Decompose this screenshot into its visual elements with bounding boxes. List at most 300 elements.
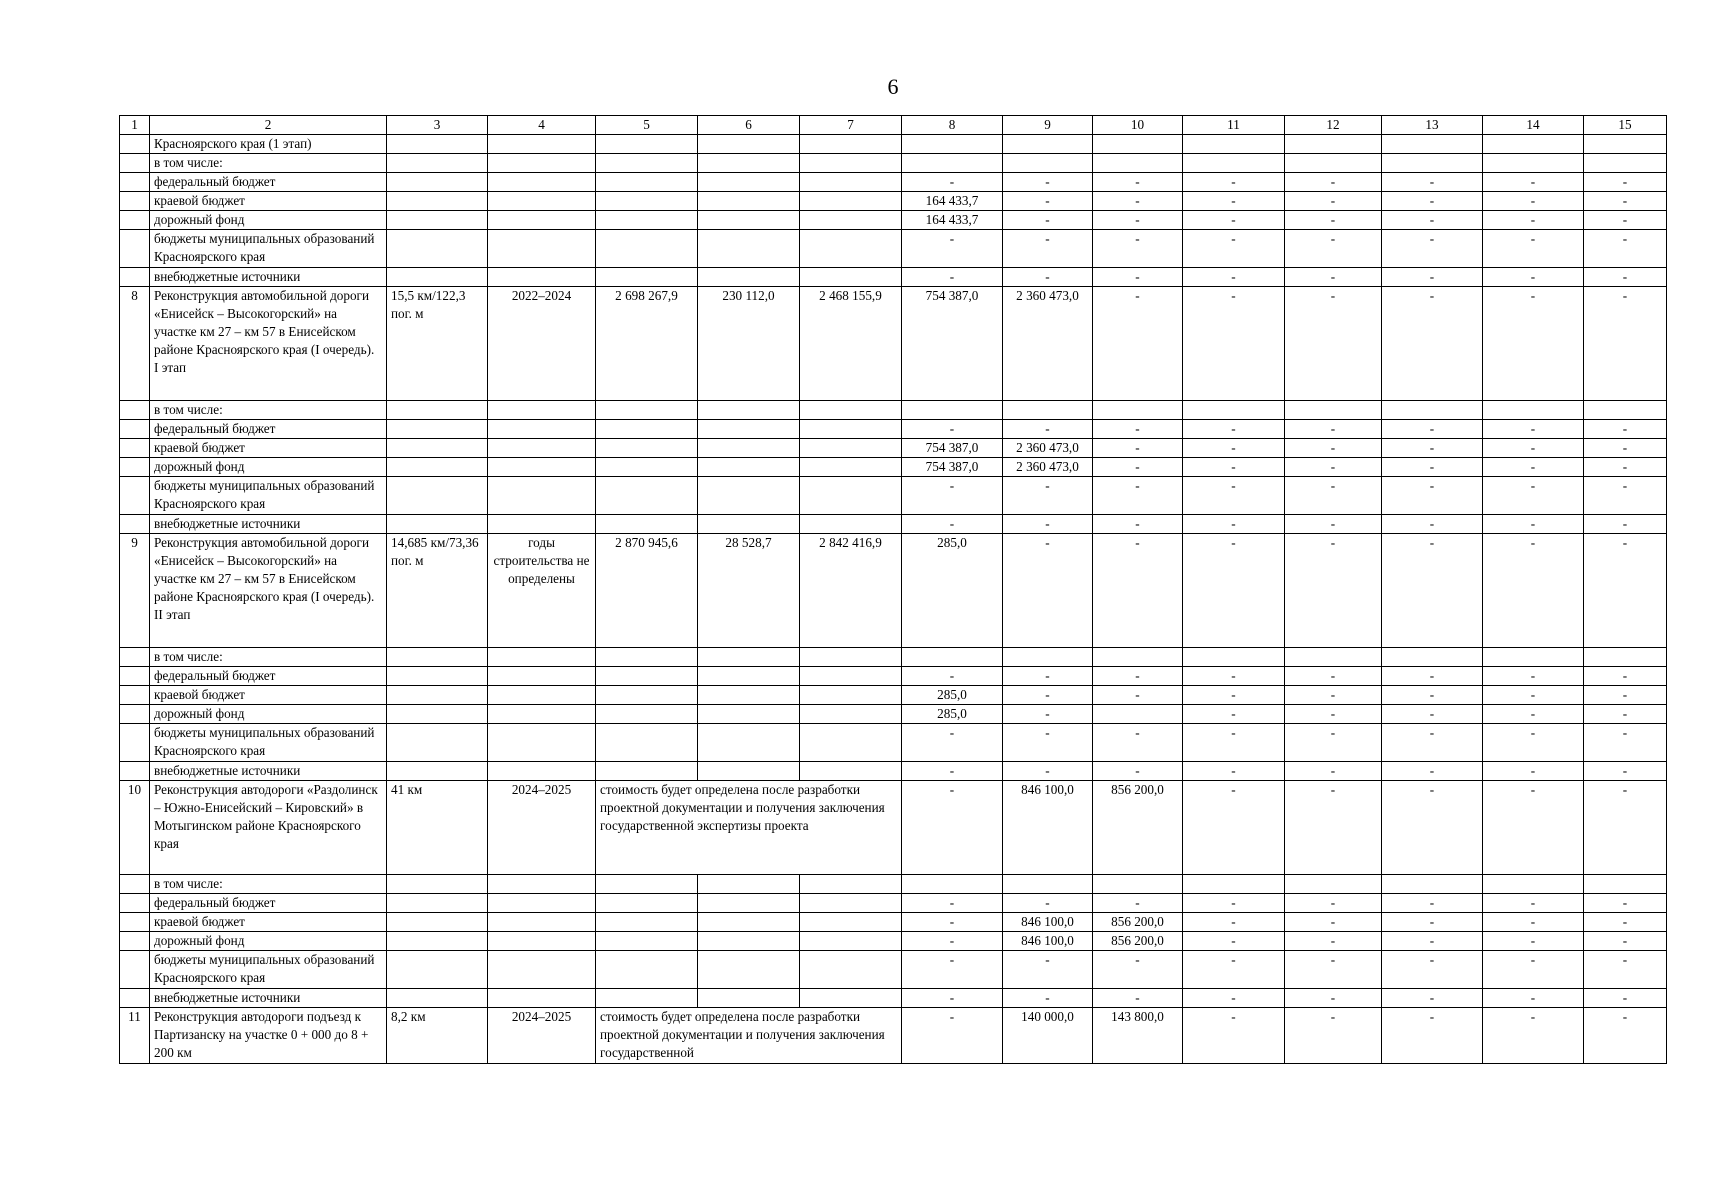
table-cell xyxy=(387,401,488,420)
table-cell: 164 433,7 xyxy=(902,211,1003,230)
table-row xyxy=(120,173,1667,192)
table-cell xyxy=(800,875,902,894)
table-cell xyxy=(1382,401,1483,420)
table-cell xyxy=(387,420,488,439)
table-cell xyxy=(596,515,698,534)
table-cell xyxy=(596,211,698,230)
table-cell: - xyxy=(1183,762,1285,781)
table-cell xyxy=(596,667,698,686)
table-cell xyxy=(1483,401,1584,420)
table-cell: - xyxy=(1093,515,1183,534)
table-cell xyxy=(698,230,800,268)
table-cell xyxy=(596,420,698,439)
table-cell xyxy=(387,192,488,211)
table-cell: - xyxy=(1584,477,1667,515)
table-cell: - xyxy=(1584,230,1667,268)
table-cell: - xyxy=(1183,1008,1285,1064)
table-cell: - xyxy=(1382,420,1483,439)
table-cell xyxy=(698,401,800,420)
table-cell xyxy=(698,951,800,989)
table-cell xyxy=(387,458,488,477)
table-cell: 856 200,0 xyxy=(1093,932,1183,951)
table-cell: - xyxy=(1584,913,1667,932)
table-cell: - xyxy=(1003,989,1093,1008)
table-cell xyxy=(800,667,902,686)
table-cell xyxy=(902,401,1003,420)
table-row xyxy=(120,686,1667,705)
table-cell: - xyxy=(1584,534,1667,648)
table-row xyxy=(120,211,1667,230)
table-cell: - xyxy=(1382,705,1483,724)
budget-table xyxy=(119,115,1667,1064)
table-cell: в том числе: xyxy=(150,648,387,667)
table-cell: - xyxy=(1584,762,1667,781)
table-cell xyxy=(387,173,488,192)
table-cell xyxy=(596,762,698,781)
table-cell xyxy=(800,648,902,667)
table-cell xyxy=(488,192,596,211)
table-cell: - xyxy=(1382,913,1483,932)
table-cell xyxy=(698,439,800,458)
table-cell: - xyxy=(1584,458,1667,477)
table-cell xyxy=(488,894,596,913)
table-cell xyxy=(698,515,800,534)
table-cell xyxy=(1483,875,1584,894)
table-row xyxy=(120,913,1667,932)
column-header: 13 xyxy=(1382,116,1483,135)
table-cell: - xyxy=(1483,515,1584,534)
table-cell xyxy=(488,211,596,230)
table-cell: - xyxy=(1093,287,1183,401)
table-cell xyxy=(800,686,902,705)
table-cell: - xyxy=(1093,989,1183,1008)
table-cell xyxy=(1584,875,1667,894)
table-cell: - xyxy=(1183,420,1285,439)
table-cell: - xyxy=(1183,989,1285,1008)
table-row xyxy=(120,989,1667,1008)
table-cell: 846 100,0 xyxy=(1003,781,1093,875)
table-cell: 2024–2025 xyxy=(488,1008,596,1064)
table-cell: - xyxy=(1183,192,1285,211)
table-cell: - xyxy=(1285,951,1382,989)
table-cell: - xyxy=(1584,192,1667,211)
table-cell xyxy=(596,875,698,894)
table-cell: 8,2 км xyxy=(387,1008,488,1064)
table-cell: - xyxy=(1003,667,1093,686)
table-row xyxy=(120,875,1667,894)
table-cell xyxy=(1382,154,1483,173)
table-cell xyxy=(800,420,902,439)
table-cell: - xyxy=(1003,420,1093,439)
table-cell: - xyxy=(1093,439,1183,458)
table-cell: - xyxy=(1093,230,1183,268)
table-cell xyxy=(120,762,150,781)
column-header: 12 xyxy=(1285,116,1382,135)
table-row xyxy=(120,667,1667,686)
table-cell xyxy=(1093,154,1183,173)
table-cell xyxy=(698,989,800,1008)
table-cell: - xyxy=(1183,458,1285,477)
table-cell: - xyxy=(1382,230,1483,268)
table-cell: - xyxy=(1093,951,1183,989)
table-cell: - xyxy=(1382,173,1483,192)
table-cell: - xyxy=(902,724,1003,762)
table-cell: - xyxy=(1382,724,1483,762)
table-row xyxy=(120,894,1667,913)
table-cell xyxy=(488,515,596,534)
table-cell: - xyxy=(1382,287,1483,401)
table-cell xyxy=(387,268,488,287)
table-cell xyxy=(120,686,150,705)
table-cell: - xyxy=(1483,686,1584,705)
table-cell xyxy=(698,686,800,705)
table-cell xyxy=(596,230,698,268)
table-cell xyxy=(1483,154,1584,173)
table-cell: - xyxy=(1483,989,1584,1008)
table-cell: - xyxy=(1093,534,1183,648)
table-cell: - xyxy=(1093,173,1183,192)
table-cell: - xyxy=(1483,268,1584,287)
table-cell xyxy=(488,762,596,781)
table-cell: - xyxy=(1285,932,1382,951)
table-cell xyxy=(1003,135,1093,154)
table-cell xyxy=(1285,875,1382,894)
table-cell: - xyxy=(902,420,1003,439)
table-cell: годы строительства не определены xyxy=(488,534,596,648)
table-cell xyxy=(120,420,150,439)
table-cell: - xyxy=(1285,230,1382,268)
table-cell: - xyxy=(1093,762,1183,781)
table-cell xyxy=(698,762,800,781)
table-cell xyxy=(120,515,150,534)
table-cell xyxy=(488,667,596,686)
table-cell: Реконструкция автомобильной дороги «Енисейск – Высокогорский» на участке км 27 – км 57 в Енисейском районе Красноярского края (I очередь). I этап xyxy=(150,287,387,401)
table-cell xyxy=(387,154,488,173)
table-cell xyxy=(1003,401,1093,420)
table-cell xyxy=(596,913,698,932)
table-cell xyxy=(387,211,488,230)
table-cell xyxy=(596,268,698,287)
table-cell: - xyxy=(1382,268,1483,287)
table-cell: - xyxy=(1285,287,1382,401)
table-cell: - xyxy=(1285,211,1382,230)
table-cell: в том числе: xyxy=(150,401,387,420)
table-cell xyxy=(120,724,150,762)
table-row xyxy=(120,287,1667,401)
table-cell xyxy=(1483,135,1584,154)
table-cell: - xyxy=(1382,951,1483,989)
table-cell xyxy=(1285,648,1382,667)
table-cell: - xyxy=(1183,173,1285,192)
table-cell xyxy=(1003,648,1093,667)
column-header: 8 xyxy=(902,116,1003,135)
table-cell: - xyxy=(1483,192,1584,211)
table-cell xyxy=(1093,401,1183,420)
table-cell xyxy=(120,154,150,173)
table-cell: бюджеты муниципальных образований Красноярского края xyxy=(150,477,387,515)
table-cell xyxy=(120,230,150,268)
table-cell: - xyxy=(1183,686,1285,705)
table-cell xyxy=(800,932,902,951)
table-cell xyxy=(698,724,800,762)
table-cell: - xyxy=(1183,913,1285,932)
table-cell xyxy=(1003,154,1093,173)
table-cell: 2 360 473,0 xyxy=(1003,458,1093,477)
table-row xyxy=(120,724,1667,762)
table-cell: - xyxy=(1584,515,1667,534)
table-cell: 2022–2024 xyxy=(488,287,596,401)
table-cell xyxy=(800,477,902,515)
table-cell xyxy=(596,686,698,705)
table-cell: 285,0 xyxy=(902,686,1003,705)
table-cell: - xyxy=(902,781,1003,875)
table-row xyxy=(120,268,1667,287)
table-cell xyxy=(1093,648,1183,667)
table-cell xyxy=(488,439,596,458)
table-cell xyxy=(596,477,698,515)
table-cell: в том числе: xyxy=(150,154,387,173)
table-cell: 8 xyxy=(120,287,150,401)
table-cell xyxy=(120,875,150,894)
table-cell xyxy=(120,913,150,932)
table-cell: - xyxy=(1382,477,1483,515)
table-row xyxy=(120,705,1667,724)
table-cell xyxy=(1183,154,1285,173)
table-cell: - xyxy=(1003,173,1093,192)
table-cell: - xyxy=(1093,894,1183,913)
table-cell: - xyxy=(1003,534,1093,648)
table-cell xyxy=(120,268,150,287)
table-cell: - xyxy=(902,515,1003,534)
table-cell: - xyxy=(902,989,1003,1008)
table-cell xyxy=(698,667,800,686)
table-cell xyxy=(387,515,488,534)
table-cell xyxy=(902,875,1003,894)
column-header: 6 xyxy=(698,116,800,135)
table-cell: - xyxy=(1003,230,1093,268)
table-cell xyxy=(488,173,596,192)
table-cell: дорожный фонд xyxy=(150,705,387,724)
table-cell: - xyxy=(1382,192,1483,211)
table-cell: - xyxy=(902,762,1003,781)
table-cell: 856 200,0 xyxy=(1093,913,1183,932)
table-cell: 140 000,0 xyxy=(1003,1008,1093,1064)
table-cell: бюджеты муниципальных образований Красноярского края xyxy=(150,951,387,989)
column-header: 1 xyxy=(120,116,150,135)
table-row xyxy=(120,154,1667,173)
table-cell: 2 468 155,9 xyxy=(800,287,902,401)
table-cell xyxy=(387,439,488,458)
table-cell: - xyxy=(1285,989,1382,1008)
table-cell: - xyxy=(1382,534,1483,648)
table-cell: 15,5 км/122,3 пог. м xyxy=(387,287,488,401)
table-cell xyxy=(1285,135,1382,154)
table-cell: - xyxy=(1584,420,1667,439)
table-cell: - xyxy=(1285,894,1382,913)
table-row xyxy=(120,1008,1667,1064)
table-cell xyxy=(698,173,800,192)
table-cell: дорожный фонд xyxy=(150,932,387,951)
table-cell: федеральный бюджет xyxy=(150,173,387,192)
table-cell: - xyxy=(902,268,1003,287)
table-cell: - xyxy=(1285,705,1382,724)
table-cell xyxy=(800,458,902,477)
table-cell: - xyxy=(1183,268,1285,287)
table-cell: - xyxy=(1584,439,1667,458)
table-cell xyxy=(596,894,698,913)
table-cell: - xyxy=(1183,477,1285,515)
table-cell: - xyxy=(1483,211,1584,230)
table-cell: - xyxy=(1003,951,1093,989)
column-header: 14 xyxy=(1483,116,1584,135)
table-row xyxy=(120,534,1667,648)
table-cell: - xyxy=(1003,477,1093,515)
table-cell: - xyxy=(1093,686,1183,705)
table-cell: - xyxy=(1003,705,1093,724)
table-cell xyxy=(596,951,698,989)
table-cell xyxy=(387,932,488,951)
table-cell: 2 870 945,6 xyxy=(596,534,698,648)
table-cell xyxy=(1093,135,1183,154)
table-cell: - xyxy=(1093,667,1183,686)
table-cell: - xyxy=(1285,458,1382,477)
table-cell: - xyxy=(1285,1008,1382,1064)
table-cell: - xyxy=(1382,762,1483,781)
table-cell xyxy=(120,135,150,154)
table-cell: - xyxy=(1003,211,1093,230)
table-cell: - xyxy=(1003,762,1093,781)
table-cell xyxy=(698,705,800,724)
table-cell: - xyxy=(1183,287,1285,401)
column-header: 7 xyxy=(800,116,902,135)
table-cell: - xyxy=(902,951,1003,989)
table-cell: - xyxy=(1183,951,1285,989)
table-cell xyxy=(1093,705,1183,724)
table-cell: - xyxy=(1584,667,1667,686)
table-cell: - xyxy=(902,477,1003,515)
table-cell: внебюджетные источники xyxy=(150,515,387,534)
table-cell xyxy=(387,135,488,154)
table-cell xyxy=(698,135,800,154)
table-cell: 2 360 473,0 xyxy=(1003,439,1093,458)
table-cell xyxy=(387,989,488,1008)
table-row xyxy=(120,762,1667,781)
table-cell xyxy=(698,875,800,894)
table-cell: Реконструкция автодороги «Раздолинск – Южно-Енисейский – Кировский» в Мотыгинском районе Красноярского края xyxy=(150,781,387,875)
table-cell: - xyxy=(1483,762,1584,781)
table-cell xyxy=(488,401,596,420)
table-row xyxy=(120,230,1667,268)
table-cell xyxy=(120,458,150,477)
table-cell: - xyxy=(1285,173,1382,192)
table-cell: - xyxy=(902,667,1003,686)
table-cell: - xyxy=(1584,932,1667,951)
column-header: 4 xyxy=(488,116,596,135)
table-cell: 2024–2025 xyxy=(488,781,596,875)
table-row xyxy=(120,648,1667,667)
table-cell: - xyxy=(1003,515,1093,534)
table-cell: краевой бюджет xyxy=(150,686,387,705)
table-cell xyxy=(488,420,596,439)
table-cell xyxy=(120,989,150,1008)
table-cell xyxy=(800,894,902,913)
table-cell xyxy=(800,173,902,192)
table-cell: - xyxy=(1584,173,1667,192)
table-cell xyxy=(596,705,698,724)
header-row xyxy=(120,116,1667,135)
table-cell: - xyxy=(1483,932,1584,951)
table-cell xyxy=(596,932,698,951)
table-cell xyxy=(387,705,488,724)
table-row xyxy=(120,458,1667,477)
table-cell: - xyxy=(1003,724,1093,762)
table-cell: - xyxy=(1584,211,1667,230)
table-cell xyxy=(387,686,488,705)
table-cell xyxy=(800,401,902,420)
table-cell: - xyxy=(902,173,1003,192)
table-cell xyxy=(488,154,596,173)
table-cell: - xyxy=(1584,268,1667,287)
table-cell: - xyxy=(1584,686,1667,705)
table-cell xyxy=(698,477,800,515)
table-cell xyxy=(596,439,698,458)
table-cell: 285,0 xyxy=(902,705,1003,724)
table-cell xyxy=(1584,401,1667,420)
table-cell xyxy=(1285,401,1382,420)
table-cell: - xyxy=(1285,420,1382,439)
table-cell xyxy=(800,705,902,724)
table-cell xyxy=(698,192,800,211)
table-cell: 10 xyxy=(120,781,150,875)
table-cell: федеральный бюджет xyxy=(150,667,387,686)
table-cell xyxy=(1003,875,1093,894)
table-cell xyxy=(120,951,150,989)
table-cell: - xyxy=(1584,705,1667,724)
table-cell xyxy=(596,648,698,667)
table-cell: - xyxy=(1483,724,1584,762)
table-cell: - xyxy=(1584,724,1667,762)
table-cell: - xyxy=(1183,439,1285,458)
table-cell xyxy=(488,724,596,762)
table-cell: - xyxy=(1483,1008,1584,1064)
table-cell xyxy=(1183,648,1285,667)
table-cell xyxy=(800,439,902,458)
table-cell: - xyxy=(1382,989,1483,1008)
table-cell: - xyxy=(1285,268,1382,287)
table-cell: - xyxy=(1584,1008,1667,1064)
table-cell xyxy=(120,932,150,951)
table-cell: федеральный бюджет xyxy=(150,420,387,439)
table-cell: - xyxy=(1285,667,1382,686)
table-cell xyxy=(488,875,596,894)
table-cell: - xyxy=(1483,781,1584,875)
table-cell xyxy=(902,154,1003,173)
column-header: 15 xyxy=(1584,116,1667,135)
table-cell xyxy=(120,667,150,686)
table-cell: - xyxy=(1093,420,1183,439)
table-cell: - xyxy=(1183,534,1285,648)
table-cell: - xyxy=(1093,211,1183,230)
table-row xyxy=(120,439,1667,458)
table-cell: - xyxy=(1183,932,1285,951)
table-cell: 230 112,0 xyxy=(698,287,800,401)
table-cell xyxy=(120,439,150,458)
table-cell: 14,685 км/73,36 пог. м xyxy=(387,534,488,648)
table-cell: 846 100,0 xyxy=(1003,932,1093,951)
table-cell: - xyxy=(1382,1008,1483,1064)
table-cell xyxy=(488,477,596,515)
table-cell: - xyxy=(1382,439,1483,458)
